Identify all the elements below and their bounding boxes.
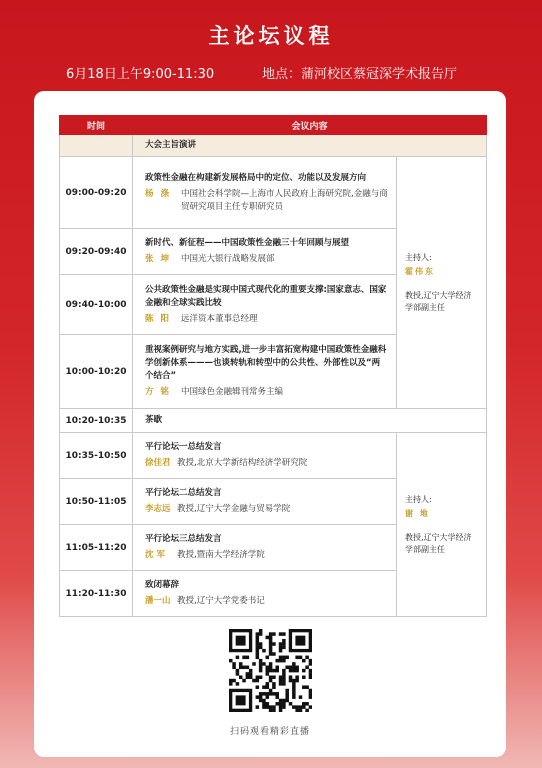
- qr-code-graphic: [229, 629, 312, 712]
- host-label: 主持人:: [405, 252, 432, 262]
- break-time: 10:20-10:35: [60, 409, 133, 433]
- speaker-affiliation: 中国社会科学院—上海市人民政府上海研究院,金融与商贸研究项目主任专职研究员: [181, 188, 388, 212]
- talk-title: 政策性金融在构建新发展格局中的定位、功能以及发展方向: [145, 172, 367, 183]
- talk-title: 平行论坛二总结发言: [145, 488, 222, 498]
- row-time: 09:20-09:40: [60, 229, 133, 275]
- speaker-name: 陈 阳: [145, 313, 171, 324]
- event-location: 地点：蒲河校区蔡冠深学术报告厅: [262, 67, 458, 82]
- host-cell: [397, 157, 487, 409]
- speaker-affiliation: 远洋资本董事总经理: [181, 313, 258, 324]
- agenda-table: [59, 115, 487, 617]
- table-row-break: [60, 409, 487, 433]
- speaker-affiliation: 中国光大银行战略发展部: [181, 254, 275, 264]
- speaker-affiliation: 教授,辽宁大学党委书记: [177, 596, 265, 606]
- host-title: 教授,辽宁大学经济学部副主任: [405, 532, 472, 554]
- row-time: 09:00-09:20: [60, 157, 133, 229]
- talk-title: 致闭幕辞: [145, 580, 180, 590]
- table-header-row: [60, 116, 487, 135]
- talk-title: 重视案例研究与地方实践,进一步丰富拓宽构建中国政策性金融科学创新体系———也谈转轨和转型中的公共性、外部性以及“两个结合”: [145, 345, 387, 381]
- speaker-name: 杨 涤: [145, 188, 171, 199]
- host-title: 教授,辽宁大学经济学部副主任: [405, 290, 472, 312]
- host-name: 谢 地: [405, 508, 430, 518]
- row-content: [133, 571, 397, 617]
- speaker-name: 沈 军: [145, 550, 165, 560]
- row-time: 10:00-10:20: [60, 335, 133, 409]
- row-time: 11:05-11:20: [60, 525, 133, 571]
- event-date-time: 6月18日上午9:00-11:30: [66, 67, 215, 82]
- speaker-name: 方 铭: [145, 387, 171, 397]
- talk-title: 平行论坛一总结发言: [145, 442, 222, 452]
- col-header-time: 时间: [60, 116, 133, 135]
- speaker-name: 潘一山: [145, 596, 171, 606]
- speaker-affiliation: 教授,辽宁大学金融与贸易学院: [177, 504, 291, 514]
- break-label: 茶歇: [133, 409, 487, 433]
- speaker-affiliation: 教授,暨南大学经济学院: [177, 550, 265, 560]
- speaker-name: 李志远: [145, 504, 171, 514]
- row-content: [133, 275, 397, 335]
- agenda-card: [34, 91, 506, 757]
- host-label: 主持人:: [405, 494, 432, 504]
- row-content: [133, 229, 397, 275]
- host-cell: [397, 433, 487, 617]
- section-title: 大会主旨演讲: [133, 135, 487, 157]
- speaker-affiliation: 教授,北京大学新结构经济学研究院: [177, 458, 308, 468]
- speaker-affiliation: 中国绿色金融辑刊常务主编: [181, 387, 284, 397]
- talk-title: 平行论坛三总结发言: [145, 534, 222, 544]
- qr-caption: 扫码观看精彩直播: [229, 727, 310, 737]
- talk-title: 新时代、新征程——中国政策性金融三十年回顾与展望: [145, 238, 350, 248]
- host-name: 霍伟东: [405, 266, 435, 276]
- row-content: [133, 525, 397, 571]
- table-row: [60, 433, 487, 479]
- speaker-name: 张 坤: [145, 254, 171, 264]
- row-content: [133, 157, 397, 229]
- row-time: 10:35-10:50: [60, 433, 133, 479]
- row-time: 10:50-11:05: [60, 479, 133, 525]
- section-row-keynote: [60, 135, 487, 157]
- page-title: 主论坛议程: [208, 24, 334, 48]
- table-row: [60, 157, 487, 229]
- row-time: 09:40-10:00: [60, 275, 133, 335]
- speaker-name: 徐佳君: [145, 458, 171, 468]
- row-time: 11:20-11:30: [60, 571, 133, 617]
- row-content: [133, 433, 397, 479]
- qr-code-icon[interactable]: [229, 629, 312, 712]
- row-content: [133, 479, 397, 525]
- row-content: [133, 335, 397, 409]
- col-header-content: 会议内容: [133, 116, 487, 135]
- talk-title: 公共政策性金融是实现中国式现代化的重要支撑:国家意志、国家金融和全球实践比较: [145, 284, 387, 308]
